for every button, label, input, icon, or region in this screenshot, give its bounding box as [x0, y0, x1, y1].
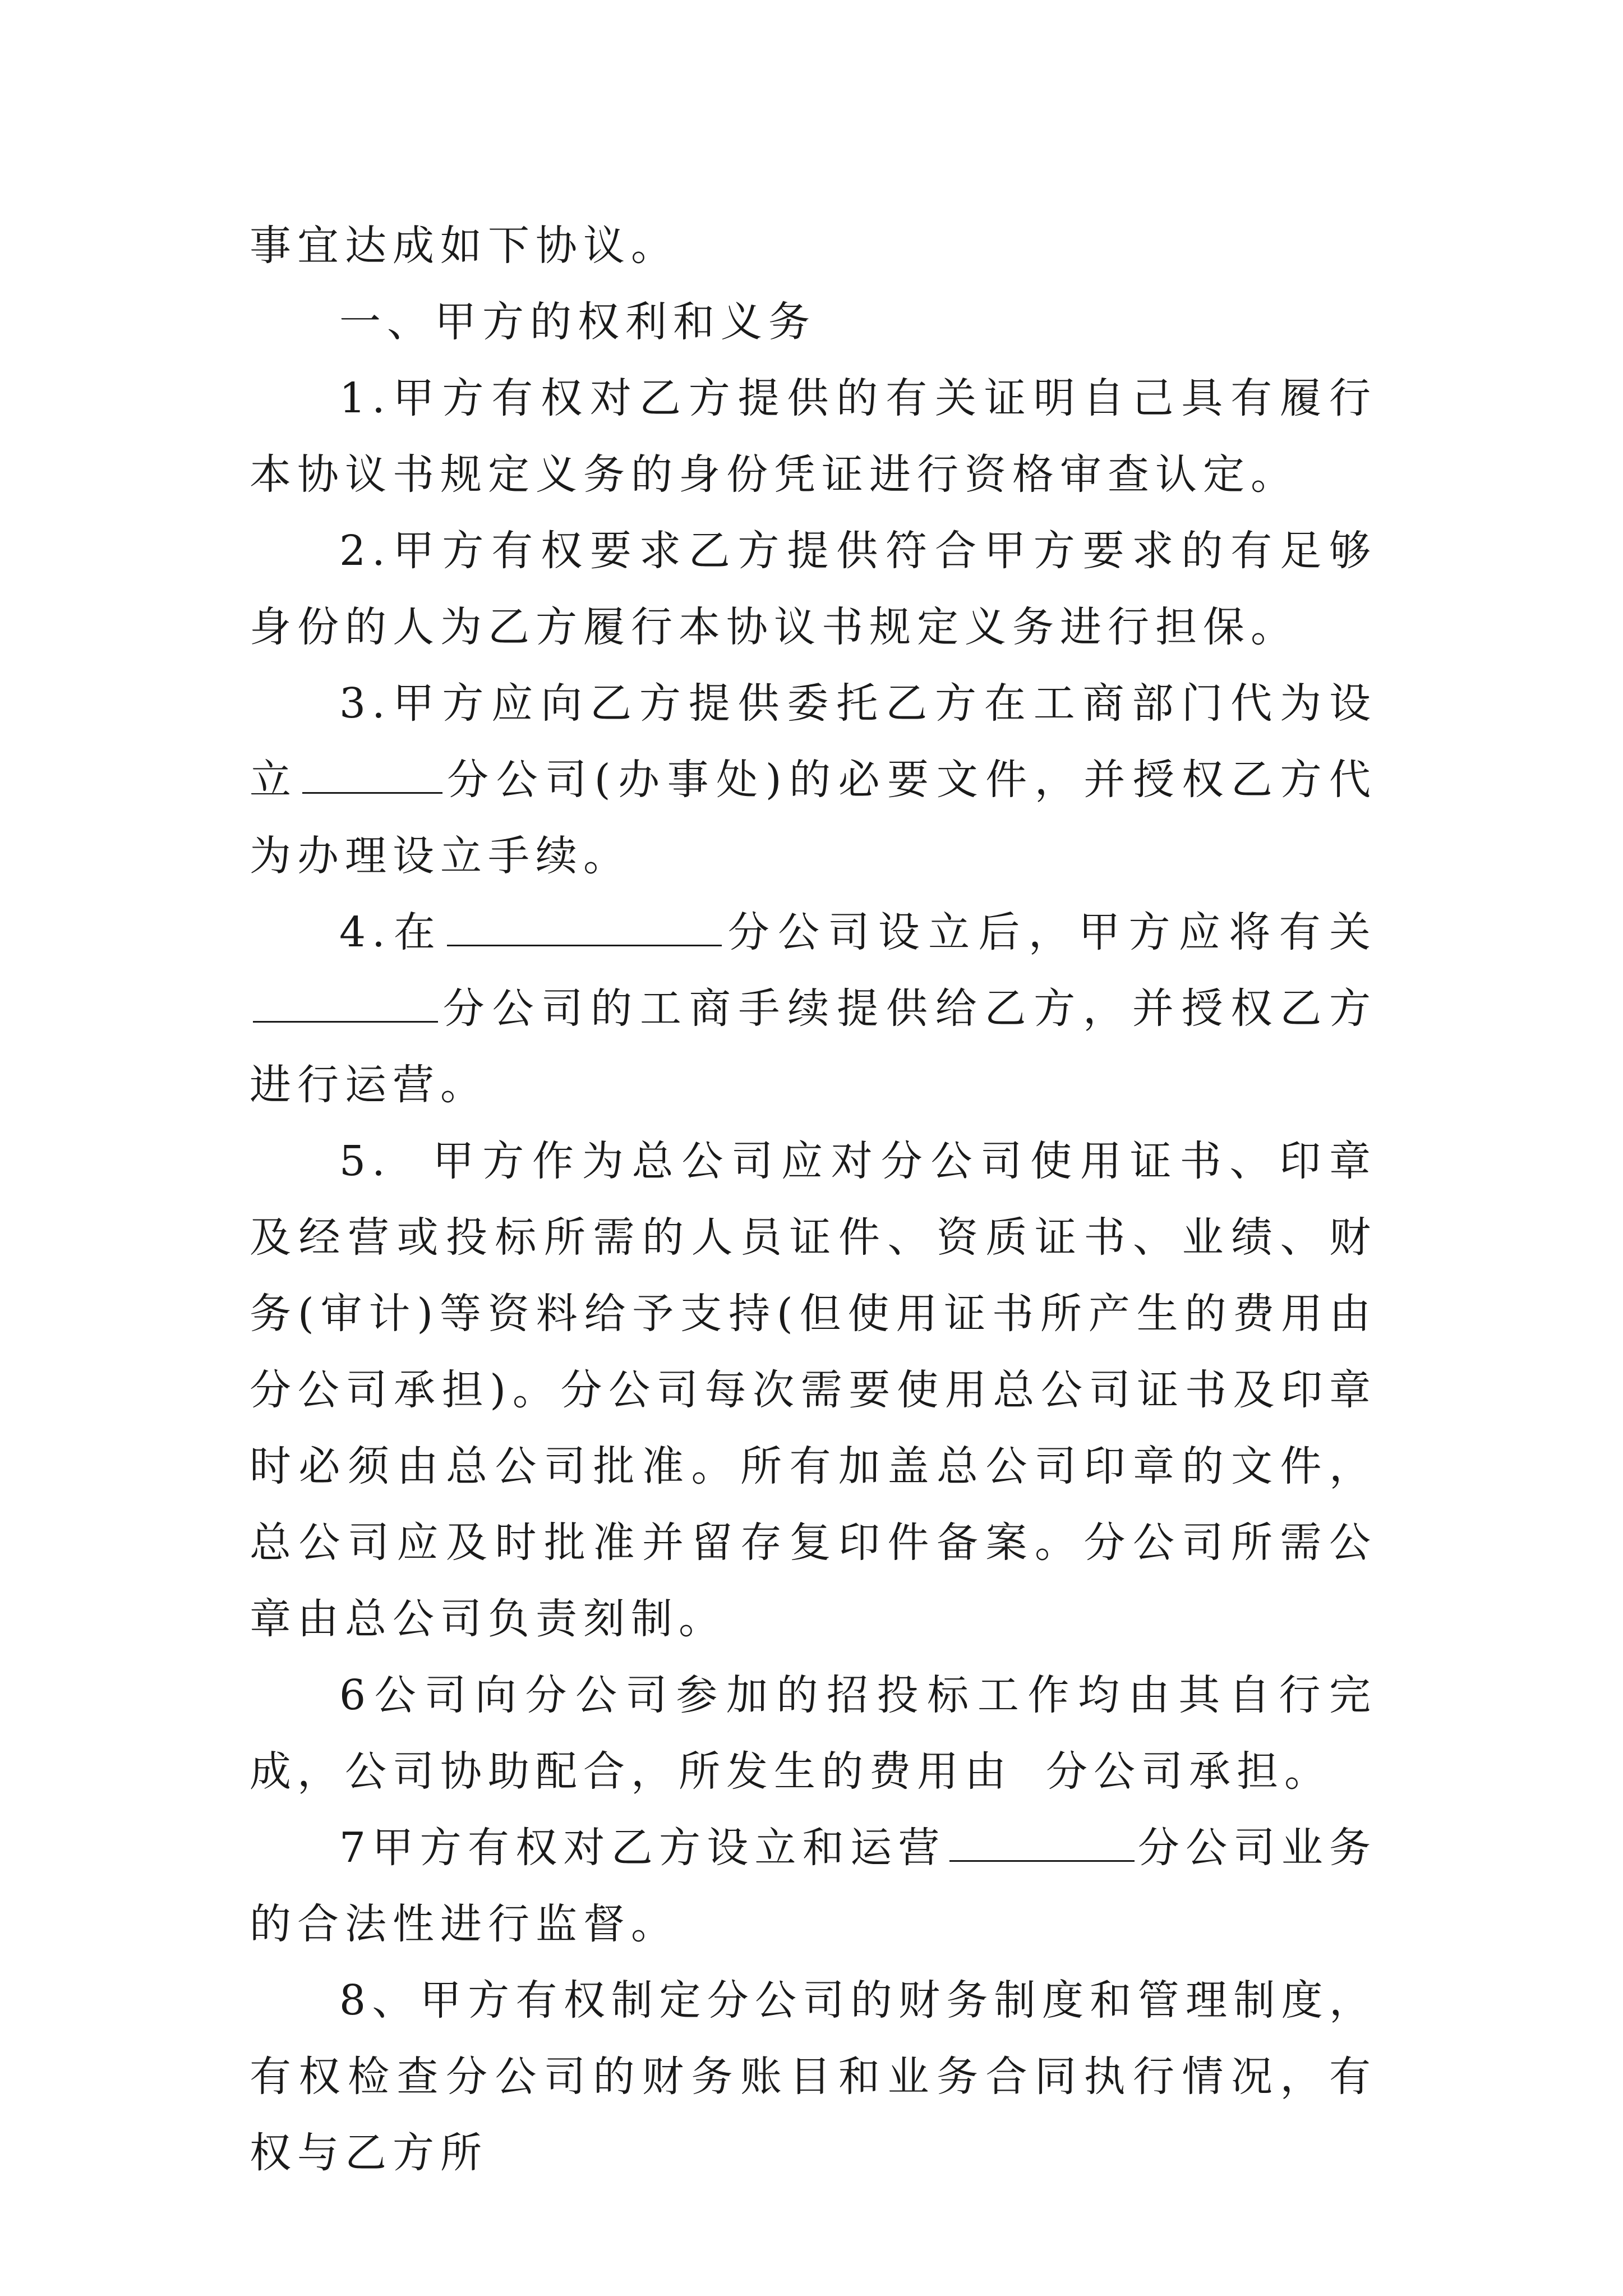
fill-in-blank	[447, 910, 722, 946]
section-heading	[250, 284, 1377, 360]
clause-7	[250, 1810, 1377, 1962]
clause-3-text-a: 3.甲方应向乙方提供委托乙方在工商部门代为设立	[250, 679, 1377, 804]
clause-1-text: 1.甲方有权对乙方提供的有关证明自己具有履行本协议书规定义务的身份凭证进行资格审查认定。	[250, 374, 1377, 499]
clause-4-text-a: 4.在	[339, 908, 444, 956]
clause-4-text-b: 分公司设立后，甲方应将有关	[725, 908, 1377, 956]
clause-8	[250, 1962, 1377, 2191]
clause-2-text: 2.甲方有权要求乙方提供符合甲方要求的有足够身份的人为乙方履行本协议书规定义务进行担保。	[250, 527, 1377, 651]
clause-7-text-a: 7甲方有权对乙方设立和运营	[339, 1824, 946, 1872]
clause-5	[250, 1123, 1377, 1657]
clause-6-text-b: 分公司承担。	[1046, 1747, 1332, 1796]
fill-in-blank	[253, 986, 438, 1023]
clause-4-text-c: 分公司的工商手续提供给乙方，并授权乙方进行运营。	[250, 984, 1377, 1109]
clause-6-text-a: 6公司向分公司参加的招投标工作均由其自行完成，公司协助配合，所发生的费用由	[250, 1671, 1377, 1796]
clause-2	[250, 513, 1377, 665]
section-heading-text: 一、甲方的权利和义务	[339, 298, 816, 346]
clause-1	[250, 360, 1377, 513]
intro-text: 事宜达成如下协议。	[250, 222, 679, 270]
document-body	[250, 208, 1377, 2191]
clause-3-text-b: 分公司(办事处)的必要文件，并授权乙方代为办理设立手续。	[250, 756, 1377, 880]
clause-8-text: 8、甲方有权制定分公司的财务制度和管理制度，有权检查分公司的财务账目和业务合同执行情况，有权与乙方所	[250, 1976, 1377, 2177]
clause-5-number: 5.	[339, 1137, 391, 1185]
clause-7-text-b: 分公司业务的合法性进行监督。	[250, 1824, 1377, 1948]
fill-in-blank	[302, 757, 442, 794]
clause-5-text: 甲方作为总公司应对分公司使用证书、印章及经营或投标所需的人员证件、资质证书、业绩、财务(审计)等资料给予支持(但使用证书所产生的费用由分公司承担)。分公司每次需要使用总公司证书及印章时必须由总公司批准。所有加盖总公司印章的文件，总公司应及时批准并留存复印件备案。分公司所需公章由总公司负责刻制。	[250, 1137, 1377, 1643]
intro-line	[250, 208, 1377, 284]
clause-6	[250, 1657, 1377, 1810]
fill-in-blank	[949, 1825, 1135, 1862]
clause-4	[250, 894, 1377, 1123]
clause-3	[250, 665, 1377, 894]
